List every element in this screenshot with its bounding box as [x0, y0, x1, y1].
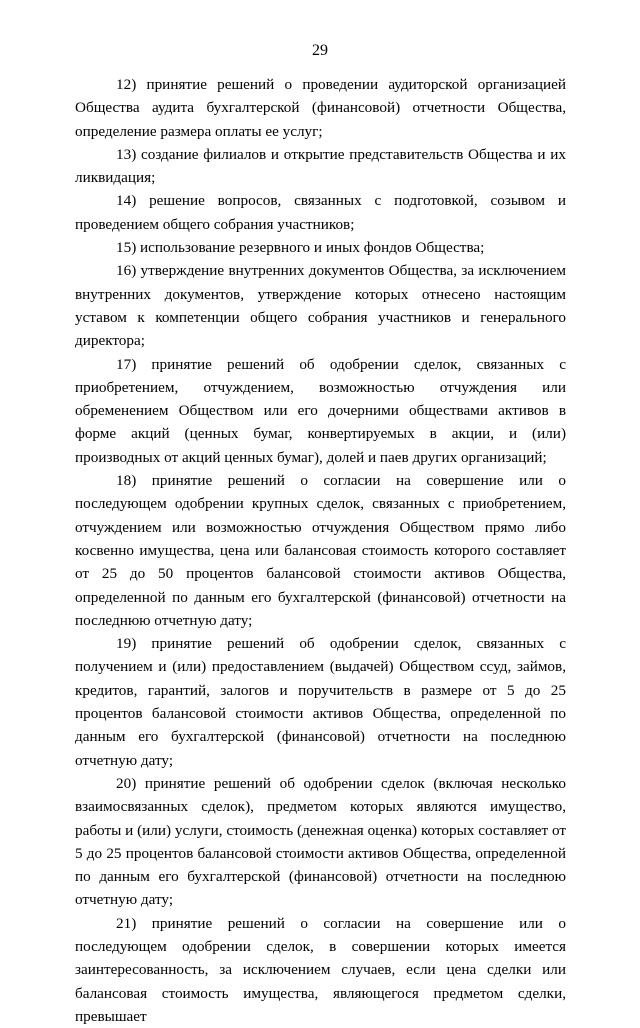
list-item: 17) принятие решений об одобрении сделок, связанных с приобретением, отчуждением, возможностью отчуждения или обременением Обществом или его дочерними обществами активов в форме акций (ценных бумаг, конвертируемых в акции, и (или) производных от акций ценных бумаг), долей и паев других организаций;	[75, 355, 566, 466]
page-number: 29	[312, 42, 328, 59]
list-item: 19) принятие решений об одобрении сделок, связанных с получением и (или) предоставлением (выдачей) Обществом ссуд, займов, кредитов, гарантий, залогов и поручительств в размере от 5 до 25 процентов балансовой стоимости активов Общества, определенной по данным его бухгалтерской (финансовой) отчетности на последнюю отчетную дату;	[75, 635, 566, 769]
list-item: 21) принятие решений о согласии на совершение или о последующем одобрении сделок, в совершении которых имеется заинтересованность, за исключением случаев, если цена сделки или балансовая стоимость имущества, являющегося предметом сделки, превышает	[75, 914, 566, 1025]
list-item: 13) создание филиалов и открытие представительств Общества и их ликвидация;	[75, 145, 566, 187]
list-item: 16) утверждение внутренних документов Общества, за исключением внутренних документов, утверждение которых отнесено настоящим уставом к компетенции общего собрания участников и генерального директора;	[75, 262, 566, 350]
list-item: 18) принятие решений о согласии на совершение или о последующем одобрении крупных сделок, связанных с приобретением, отчуждением или возможностью отчуждения Обществом прямо либо косвенно имущества, цена или балансовая стоимость которого составляет от 25 до 50 процентов балансовой стоимости активов Общества, определенной по данным его бухгалтерской (финансовой) отчетности на последнюю отчетную дату;	[75, 472, 566, 629]
list-item: 20) принятие решений об одобрении сделок (включая несколько взаимосвязанных сделок), предметом которых являются имущество, работы и (или) услуги, стоимость (денежная оценка) которых составляет от 5 до 25 процентов балансовой стоимости активов Общества, определенной по данным его бухгалтерской (финансовой) отчетности на последнюю отчетную дату;	[75, 774, 566, 909]
list-item: 15) использование резервного и иных фондов Общества;	[116, 239, 485, 257]
list-item: 14) решение вопросов, связанных с подготовкой, созывом и проведением общего собрания участников;	[75, 192, 566, 233]
list-item: 12) принятие решений о проведении аудиторской организацией Общества аудита бухгалтерской (финансовой) отчетности Общества, определение размера оплаты ее услуг;	[75, 76, 566, 140]
document-body	[75, 73, 566, 1028]
